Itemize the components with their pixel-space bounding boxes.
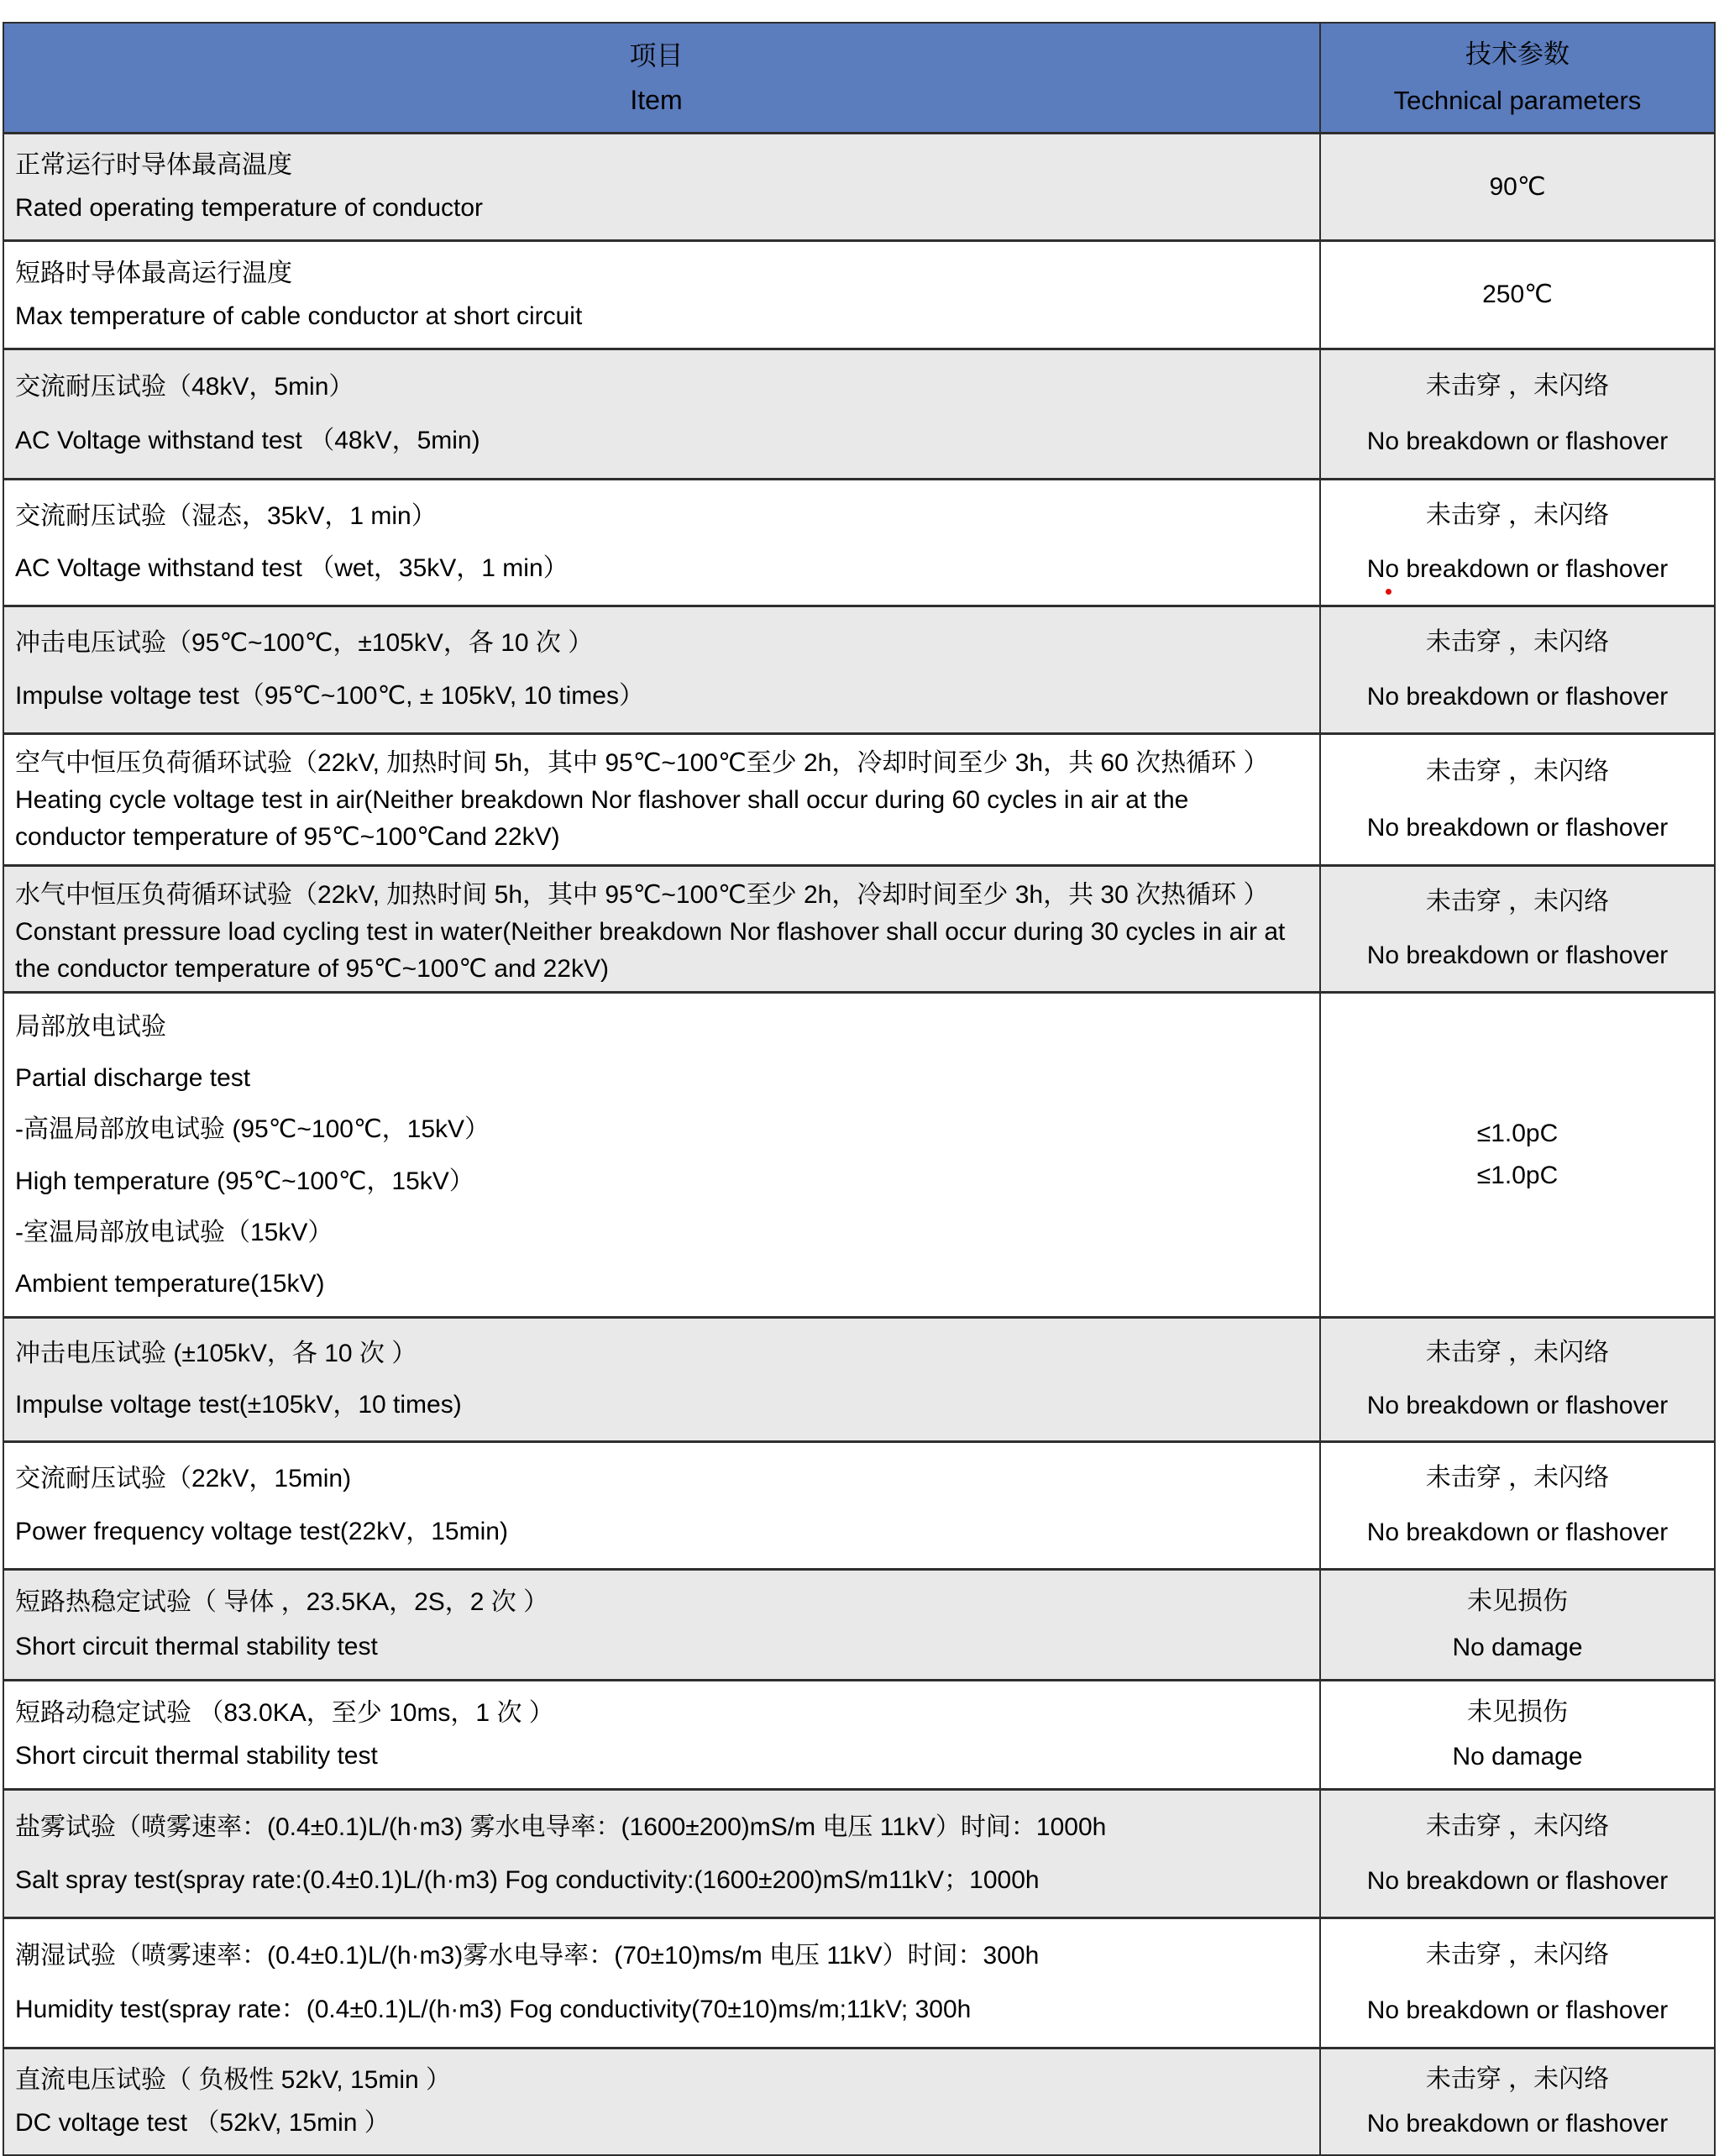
item-cell — [4, 994, 1319, 1316]
item-text-zh: 盐雾试验（喷雾速率：(0.4±0.1)L/(h·m3) 雾水电导率：(1600±200)mS/m 电压 11kV）时间：1000h — [15, 1812, 1107, 1841]
result-cell — [1319, 994, 1714, 1316]
result-text: ≤1.0pC — [1476, 1162, 1559, 1189]
table-header-row — [4, 24, 1714, 132]
result-cell — [1319, 350, 1714, 478]
header-params-en: Technical parameters — [1393, 85, 1642, 115]
item-text-zh: 交流耐压试验（48kV，5min） — [15, 373, 354, 401]
header-params-zh: 技术参数 — [1465, 39, 1570, 70]
result-text-zh: 未见损伤 — [1467, 1697, 1568, 1726]
table-row — [4, 478, 1714, 605]
item-text-zh: -高温局部放电试验 (95℃~100℃，15kV） — [15, 1115, 490, 1144]
item-cell — [4, 607, 1319, 732]
table-row — [4, 1679, 1714, 1788]
item-text-zh: 短路时导体最高运行温度 — [15, 259, 292, 287]
result-cell — [1319, 1919, 1714, 2047]
result-text-zh: 未击穿 ，未闪络 — [1425, 372, 1610, 400]
result-text-zh: 未击穿 ，未闪络 — [1425, 2065, 1610, 2094]
result-text-en: No breakdown or flashover — [1366, 1518, 1669, 1546]
item-text-zh: -室温局部放电试验（15kV） — [15, 1218, 333, 1246]
result-text-en: No breakdown or flashover — [1366, 1391, 1669, 1419]
item-text-en: Humidity test(spray rate：(0.4±0.1)L/(h·m3) Fog conductivity(70±10)ms/m;11kV; 300h — [15, 1996, 972, 2023]
result-text-zh: 未击穿 ，未闪络 — [1425, 1812, 1610, 1840]
result-text-en: No breakdown or flashover — [1366, 942, 1669, 969]
header-item-en: Item — [630, 84, 683, 115]
item-text-en: Max temperature of cable conductor at short circuit — [15, 302, 583, 330]
item-text-zh: 水气中恒压负荷循环试验（22kV, 加热时间 5h，其中 95℃~100℃至少 2h，冷却时间至少 3h，共 30 次热循环 ） — [15, 881, 1269, 909]
item-text-en: High temperature (95℃~100℃，15kV） — [15, 1167, 474, 1195]
result-cell — [1319, 607, 1714, 732]
item-cell — [4, 1919, 1319, 2047]
table-row — [4, 732, 1714, 864]
item-cell — [4, 1443, 1319, 1568]
result-text-zh: 未击穿 ，未闪络 — [1425, 757, 1610, 785]
result-text: 90℃ — [1489, 172, 1546, 201]
item-text-en: Rated operating temperature of conductor — [15, 193, 484, 222]
result-text-en: No breakdown or flashover — [1366, 1996, 1669, 2024]
item-cell — [4, 867, 1319, 991]
item-text-zh: 冲击电压试验（95℃~100℃，±105kV，各 10 次 ） — [15, 629, 594, 658]
table-row — [4, 348, 1714, 478]
item-cell — [4, 1681, 1319, 1788]
result-text-en: No breakdown or flashover — [1366, 813, 1669, 842]
result-cell — [1319, 1791, 1714, 1917]
result-text: ≤1.0pC — [1476, 1120, 1559, 1147]
item-cell — [4, 1319, 1319, 1440]
result-text-zh: 未击穿 ，未闪络 — [1425, 628, 1610, 657]
table-row — [4, 864, 1714, 991]
item-text-en: Constant pressure load cycling test in water(Neither breakdown Nor flashover shall occur during 30 cycles in air at the conductor temperature of 95℃~100℃ and 22kV) — [15, 918, 1286, 983]
item-text-zh: 交流耐压试验（湿态，35kV，1 min） — [15, 502, 437, 530]
item-text-en: Short circuit thermal stability test — [15, 1742, 378, 1770]
item-text-en: Impulse voltage test(±105kV，10 times) — [15, 1390, 462, 1419]
item-cell — [4, 242, 1319, 348]
table-row — [4, 1917, 1714, 2047]
item-text-zh: 交流耐压试验（22kV，15min) — [15, 1465, 352, 1493]
result-cell — [1319, 134, 1714, 239]
result-text-en: No breakdown or flashover — [1366, 428, 1669, 455]
result-cell — [1319, 735, 1714, 864]
table-row — [4, 2047, 1714, 2154]
table-row — [4, 991, 1714, 1316]
result-text-en: No damage — [1452, 1633, 1583, 1661]
item-text-zh: 正常运行时导体最高温度 — [15, 151, 292, 180]
red-annotation-dot — [1386, 589, 1391, 595]
table-row — [4, 239, 1714, 348]
item-cell — [4, 1791, 1319, 1917]
item-text-zh: 空气中恒压负荷循环试验（22kV, 加热时间 5h，其中 95℃~100℃至少 2h，冷却时间至少 3h，共 60 次热循环 ） — [15, 749, 1269, 777]
result-text-zh: 未击穿 ，未闪络 — [1425, 1339, 1610, 1367]
item-text-en: AC Voltage withstand test （wet，35kV，1 min） — [15, 554, 569, 582]
item-text-en: Ambient temperature(15kV) — [15, 1269, 325, 1298]
result-text-en: No breakdown or flashover — [1366, 682, 1669, 711]
item-text-zh: 直流电压试验（ 负极性 52kV, 15min ） — [15, 2066, 452, 2095]
result-cell — [1319, 867, 1714, 991]
table-row — [4, 1316, 1714, 1440]
result-text-en: No damage — [1452, 1743, 1583, 1771]
table-row — [4, 132, 1714, 239]
item-text-zh: 短路动稳定试验 （83.0KA，至少 10ms，1 次 ） — [15, 1698, 554, 1727]
result-cell — [1319, 1571, 1714, 1679]
result-text-zh: 未击穿 ，未闪络 — [1425, 888, 1610, 915]
result-cell — [1319, 2049, 1714, 2154]
item-text-zh: 短路热稳定试验（ 导体 ，23.5KA，2S，2 次 ） — [15, 1588, 549, 1617]
item-text-en: AC Voltage withstand test （48kV，5min) — [15, 427, 480, 454]
table-row — [4, 605, 1714, 732]
item-cell — [4, 2049, 1319, 2154]
result-text-en: No breakdown or flashover — [1366, 2109, 1669, 2138]
item-text-zh: 局部放电试验 — [15, 1013, 166, 1041]
result-text-zh: 未击穿 ，未闪络 — [1425, 501, 1610, 529]
result-cell — [1319, 1681, 1714, 1788]
header-item-zh: 项目 — [629, 40, 684, 71]
header-params-cell — [1319, 24, 1714, 132]
table-row — [4, 1568, 1714, 1679]
item-text-en: Heating cycle voltage test in air(Neither breakdown Nor flashover shall occur during 60 cycles in air at the conductor temperature of 95℃~100℃and 22kV) — [15, 786, 1189, 851]
item-text-en: Power frequency voltage test(22kV，15min) — [15, 1517, 508, 1545]
item-text-zh: 冲击电压试验 (±105kV，各 10 次 ） — [15, 1340, 417, 1368]
table-row — [4, 1440, 1714, 1568]
item-text-en: Short circuit thermal stability test — [15, 1632, 378, 1660]
result-text-zh: 未击穿 ，未闪络 — [1425, 1464, 1610, 1492]
result-cell — [1319, 480, 1714, 605]
item-cell — [4, 480, 1319, 605]
result-text: 250℃ — [1482, 281, 1553, 308]
table-row — [4, 1788, 1714, 1917]
item-cell — [4, 134, 1319, 239]
result-cell — [1319, 242, 1714, 348]
result-cell — [1319, 1319, 1714, 1440]
item-text-en: Salt spray test(spray rate:(0.4±0.1)L/(h·m3) Fog conductivity:(1600±200)mS/m11kV；1000h — [15, 1865, 1040, 1894]
item-text-en: DC voltage test （52kV, 15min ） — [15, 2108, 390, 2137]
item-text-zh: 潮湿试验（喷雾速率：(0.4±0.1)L/(h·m3)雾水电导率：(70±10)ms/m 电压 11kV）时间：300h — [15, 1942, 1040, 1970]
result-text-zh: 未见损伤 — [1467, 1587, 1568, 1616]
item-cell — [4, 350, 1319, 478]
result-text-en: No breakdown or flashover — [1366, 1866, 1669, 1895]
item-cell — [4, 1571, 1319, 1679]
item-text-en: Impulse voltage test（95℃~100℃, ± 105kV, 10 times） — [15, 681, 644, 710]
item-text-en: Partial discharge test — [15, 1064, 251, 1093]
result-cell — [1319, 1443, 1714, 1568]
header-item-cell — [4, 24, 1319, 132]
technical-parameters-table — [3, 22, 1716, 2156]
result-text-en: No breakdown or flashover — [1366, 555, 1669, 583]
item-cell — [4, 735, 1319, 864]
result-text-zh: 未击穿 ，未闪络 — [1425, 1941, 1610, 1969]
